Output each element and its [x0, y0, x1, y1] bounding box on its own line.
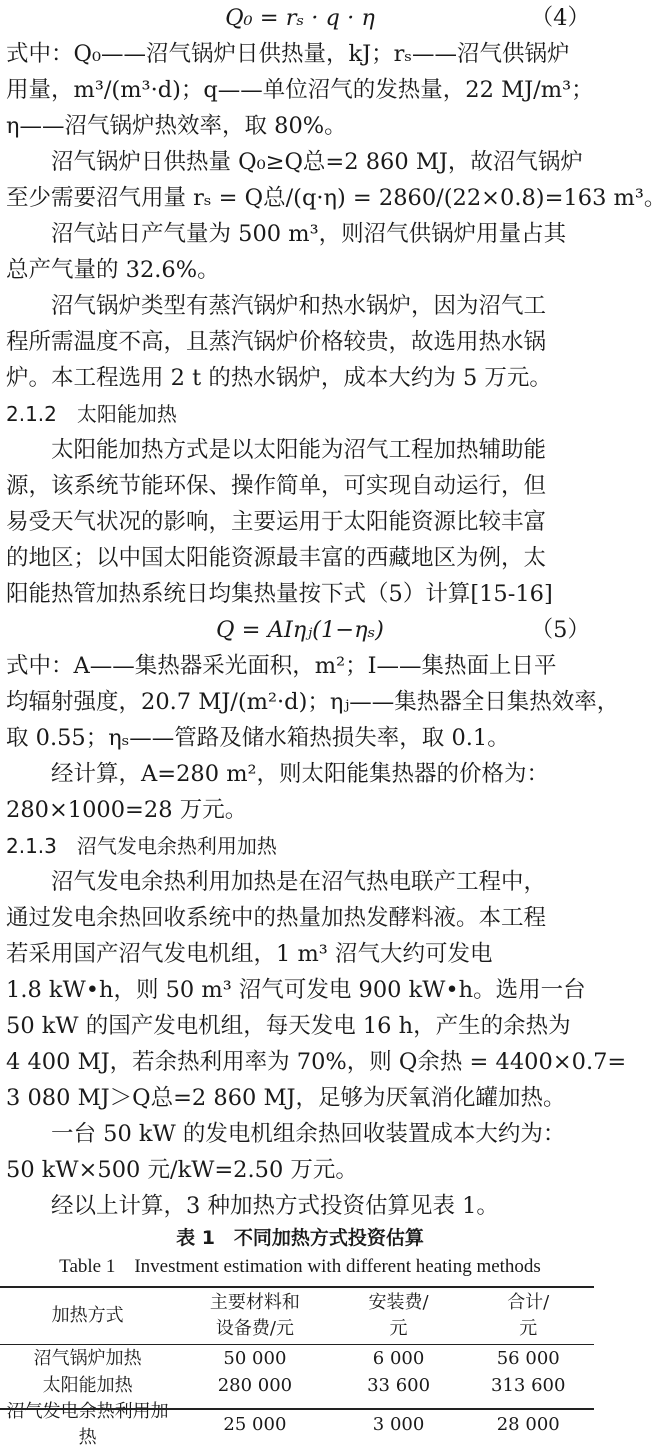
header-cell-total — [462, 1287, 594, 1345]
table-bottom-rule — [0, 1408, 594, 1410]
text-line: 式中：A——集热器采光面积，m²；I——集热面上日平 — [6, 653, 557, 679]
table-cell: 280 000 — [217, 1374, 293, 1396]
text-line: 280×1000=28 万元。 — [6, 797, 248, 823]
text-line: η——沼气锅炉热效率，取 80%。 — [6, 113, 347, 139]
section-heading-2-1-2: 2.1.2 太阳能加热 — [6, 402, 177, 426]
equation-4 — [6, 0, 594, 36]
text-line: 易受天气状况的影响，主要运用于太阳能资源比较丰富 — [6, 509, 547, 535]
table-caption-zh: 表 1 不同加热方式投资估算 — [176, 1227, 424, 1249]
text-line: 若采用国产沼气发电机组，1 m³ 沼气大约可发电 — [6, 941, 493, 967]
text-line: 用量，m³/(m³·d)；q——单位沼气的发热量，22 MJ/m³； — [6, 77, 594, 103]
table-caption-en: Table 1 Investment estimation with different heating methods — [59, 1256, 541, 1277]
table-cell: 太阳能加热 — [42, 1374, 133, 1396]
equation-text: Q₀ = rₛ · q · η — [225, 5, 375, 31]
equation-5 — [6, 612, 594, 648]
table-cell: 沼气发电余热利用加热 — [6, 1401, 169, 1448]
paragraph-start: 沼气发电余热利用加热是在沼气热电联产工程中， — [51, 869, 547, 895]
header-line: 加热方式 — [51, 1305, 124, 1326]
paragraph-start: 经计算，A=280 m²，则太阳能集热器的价格为： — [51, 761, 550, 787]
header-line: 合计/ — [507, 1292, 550, 1313]
paragraph-start: 一台 50 kW 的发电机组余热回收装置成本大约为： — [51, 1121, 566, 1147]
paragraph-start: 沼气站日产气量为 500 m³，则沼气供锅炉用量占其 — [51, 221, 567, 247]
table-cell: 33 600 — [367, 1374, 431, 1396]
paragraph-start: 经以上计算，3 种加热方式投资估算见表 1。 — [51, 1193, 499, 1219]
table-cell: 25 000 — [223, 1414, 287, 1435]
text-line: 源，该系统节能环保、操作简单，可实现自动运行，但 — [6, 473, 547, 499]
equation-text: Q = AIηⱼ(1−ηₛ) — [216, 617, 384, 643]
text-line: 50 kW 的国产发电机组，每天发电 16 h，产生的余热为 — [6, 1013, 571, 1039]
equation-number: （5） — [530, 617, 590, 643]
header-line: 设备费/元 — [215, 1318, 294, 1339]
text-line: 至少需要沼气用量 rₛ = Q总/(q·η) = 2860/(22×0.8)=163 m³。 — [6, 185, 666, 211]
table-row — [0, 1372, 594, 1399]
section-heading-2-1-3: 2.1.3 沼气发电余热利用加热 — [6, 834, 277, 858]
table-header-row — [0, 1287, 594, 1345]
text-line: 式中：Q₀——沼气锅炉日供热量，kJ；rₛ——沼气供锅炉 — [6, 41, 570, 67]
text-line: 通过发电余热回收系统中的热量加热发酵料液。本工程 — [6, 905, 547, 931]
text-line: 总产气量的 32.6%。 — [6, 257, 220, 283]
table-cell: 50 000 — [223, 1347, 287, 1369]
text-line-with-citation: 阳能热管加热系统日均集热量按下式（5）计算[15-16] — [6, 581, 553, 607]
text-line: 3 080 MJ＞Q总=2 860 MJ，足够为厌氧消化罐加热。 — [6, 1085, 566, 1111]
table-cell: 28 000 — [496, 1414, 560, 1435]
header-cell-install — [335, 1287, 463, 1345]
text-line: 4 400 MJ，若余热利用率为 70%，则 Q余热 = 4400×0.7= — [6, 1049, 627, 1075]
text-line: 50 kW×500 元/kW=2.50 万元。 — [6, 1157, 358, 1183]
table-cell: 3 000 — [372, 1414, 425, 1435]
equation-number: （4） — [530, 5, 590, 31]
table-cell: 313 600 — [491, 1374, 566, 1396]
text-line: 的地区；以中国太阳能资源最丰富的西藏地区为例，太 — [6, 545, 547, 571]
header-line: 安装费/ — [368, 1292, 429, 1313]
table-cell: 56 000 — [496, 1347, 560, 1369]
text-line: 1.8 kW•h，则 50 m³ 沼气可发电 900 kW•h。选用一台 — [6, 977, 586, 1003]
investment-table — [0, 1286, 594, 1451]
table-row — [0, 1399, 594, 1451]
header-line: 主要材料和 — [209, 1292, 300, 1313]
paragraph-start: 太阳能加热方式是以太阳能为沼气工程加热辅助能 — [51, 437, 547, 463]
text-line: 均辐射强度，20.7 MJ/(m²·d)；ηⱼ——集热器全日集热效率， — [6, 689, 620, 715]
paragraph-start: 沼气锅炉类型有蒸汽锅炉和热水锅炉，因为沼气工 — [51, 293, 547, 319]
text-line: 取 0.55；ηₛ——管路及储水箱热损失率，取 0.1。 — [6, 725, 510, 751]
table-cell: 沼气锅炉加热 — [33, 1347, 142, 1369]
text-line: 程所需温度不高，且蒸汽锅炉价格较贵，故选用热水锅 — [6, 329, 547, 355]
header-line: 元 — [389, 1318, 408, 1339]
header-line: 元 — [519, 1318, 538, 1339]
table-row — [0, 1345, 594, 1373]
paragraph-start: 沼气锅炉日供热量 Q₀≥Q总=2 860 MJ，故沼气锅炉 — [51, 149, 583, 175]
text-line: 炉。本工程选用 2 t 的热水锅炉，成本大约为 5 万元。 — [6, 365, 552, 391]
header-cell-materials — [175, 1287, 334, 1345]
header-cell-method — [0, 1287, 175, 1345]
table-cell: 6 000 — [372, 1347, 425, 1369]
